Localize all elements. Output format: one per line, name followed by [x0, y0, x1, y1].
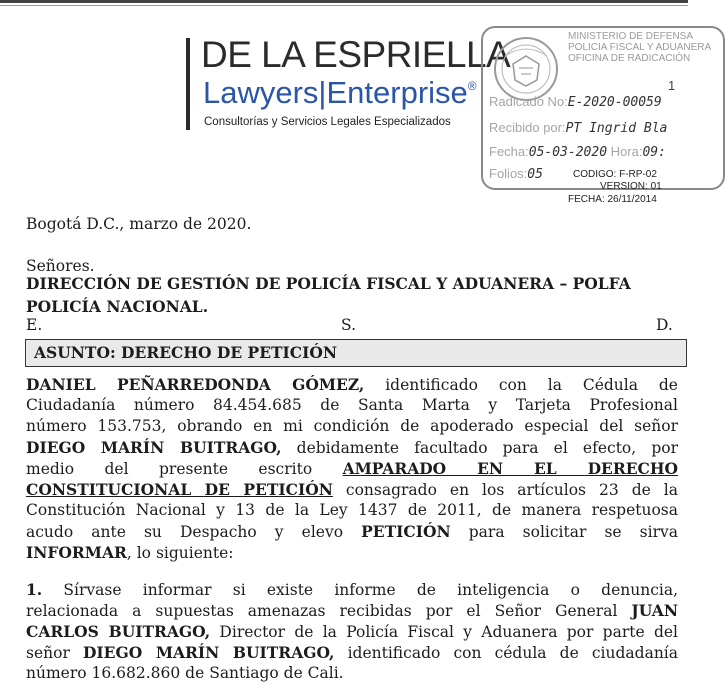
top-border-thin: [0, 5, 688, 6]
top-border: [0, 0, 688, 3]
p1-line-6: [26, 480, 678, 499]
firm-subtitle-text: Lawyers|Enterprise: [203, 75, 468, 110]
stamp-header: [568, 31, 711, 64]
folios-label: Folios:: [489, 166, 528, 181]
p1-line-3: número 153.753, obrando en mi condición de apoderado especial del señor: [26, 417, 678, 435]
p1-line-1: [26, 375, 678, 394]
p1-line-7: Constitución Nacional y 13 de la Ley 1437 de 2011, de manera respetuosa: [26, 501, 678, 519]
p1-line-8-text: acudo ante su Despacho y elevo: [26, 523, 362, 541]
p1-amparado-underlined: AMPARADO EN EL DERECHO: [342, 459, 678, 478]
p1-line-1-text: identificado con la Cédula de: [364, 376, 678, 394]
recipient-line-1: DIRECCIÓN DE GESTIÓN DE POLICÍA FISCAL Y ADUANERA – POLFA: [26, 274, 631, 293]
p1-client-bold: DIEGO MARÍN BUITRAGO,: [26, 438, 282, 457]
p1-line-5-text: medio del presente escrito: [26, 460, 343, 478]
subject-box: [25, 339, 687, 367]
hora-value: 09:: [642, 145, 666, 160]
item1-number: 1.: [26, 580, 43, 599]
subject-text: ASUNTO: DERECHO DE PETICIÓN: [34, 343, 338, 362]
item1-line-2: [26, 601, 678, 620]
item1-juan-bold: JUAN: [631, 601, 678, 620]
p1-peticion-bold: PETICIÓN: [361, 522, 451, 541]
p1-constitucional-underlined: CONSTITUCIONAL DE PETICIÓN: [26, 480, 333, 499]
radicado-value: E-2020-00059: [567, 95, 662, 110]
stamp-folios-row: [489, 166, 543, 182]
fecha-label: Fecha:: [489, 144, 529, 159]
p1-line-4: [26, 438, 678, 457]
item1-line-3-text: Director de la Policía Fiscal y Aduanera por parte del: [210, 623, 678, 641]
radicado-label: Radicado No:: [489, 94, 568, 109]
stamp-page-number: 1: [668, 78, 676, 93]
item1-line-1-text: Sírvase informar si existe informe de inteligencia o denuncia,: [42, 581, 678, 599]
stamp-radicado-row: [489, 94, 662, 110]
folios-value: 05: [527, 167, 543, 182]
stamp-fecha-row: [489, 144, 666, 160]
recibido-label: Recibido por:: [489, 120, 566, 135]
firm-name: DE LA ESPRIELLA: [201, 34, 511, 75]
p1-line-5: [26, 459, 678, 478]
p1-name-bold: DANIEL PEÑARREDONDA GÓMEZ,: [26, 375, 365, 394]
fecha-value: 05-03-2020: [528, 145, 608, 160]
item1-line-4: [26, 643, 678, 662]
stamp-line-3: OFICINA DE RADICACIÓN: [568, 53, 691, 64]
recibido-value: PT Ingrid Bla: [565, 121, 668, 136]
item1-line-4-text: señor: [26, 644, 83, 662]
firm-tagline: Consultorías y Servicios Legales Especializados: [204, 116, 451, 128]
item1-line-2-text: relacionada a supuestas amenazas recibidas por el Señor General: [26, 602, 632, 620]
p1-informar-bold: INFORMAR: [26, 543, 127, 562]
p1-line-9: [26, 543, 234, 562]
logo-bar: [186, 38, 190, 130]
p1-line-8: [26, 522, 678, 541]
registered-mark: ®: [467, 79, 477, 93]
esd-e: E.: [26, 316, 43, 334]
p1-line-2: Ciudadanía número 84.454.685 de Santa Marta y Tarjeta Profesional: [26, 396, 678, 414]
recipient-line-2: POLICÍA NACIONAL.: [26, 297, 209, 316]
reception-stamp: [481, 26, 725, 190]
stamp-line-1: MINISTERIO DE DEFENSA: [568, 31, 694, 42]
p1-line-9-text: , lo siguiente:: [126, 544, 234, 562]
stamp-line-2: POLICIA FISCAL Y ADUANERA: [568, 42, 712, 53]
p1-line-8-tail: para solicitar se sirva: [450, 523, 678, 541]
item1-line-5: número 16.682.860 de Santiago de Cali.: [26, 664, 344, 682]
esd-s: S.: [341, 316, 356, 334]
salutation: Señores.: [26, 257, 95, 275]
p1-line-4-text: debidamente facultado para el efecto, por: [281, 439, 678, 457]
item1-diego-bold: DIEGO MARÍN BUITRAGO,: [82, 643, 335, 662]
item1-line-3: [26, 622, 678, 641]
document-version: VERSION: 01: [600, 181, 662, 192]
p1-line-6-text: consagrado en los artículos 23 de la: [332, 481, 678, 499]
stamp-recibido-row: [489, 120, 667, 136]
item1-line-1: [26, 580, 678, 599]
esd-d: D.: [656, 316, 673, 334]
firm-subtitle: [203, 75, 477, 111]
item1-carlos-bold: CARLOS BUITRAGO,: [26, 622, 211, 641]
document-date: FECHA: 26/11/2014: [568, 194, 657, 205]
hora-label: Hora:: [610, 144, 643, 159]
document-code: CODIGO: F-RP-02: [573, 169, 657, 180]
place-date: Bogotá D.C., marzo de 2020.: [26, 215, 252, 233]
item1-line-4-tail: identificado con cédula de ciudadanía: [334, 644, 679, 662]
